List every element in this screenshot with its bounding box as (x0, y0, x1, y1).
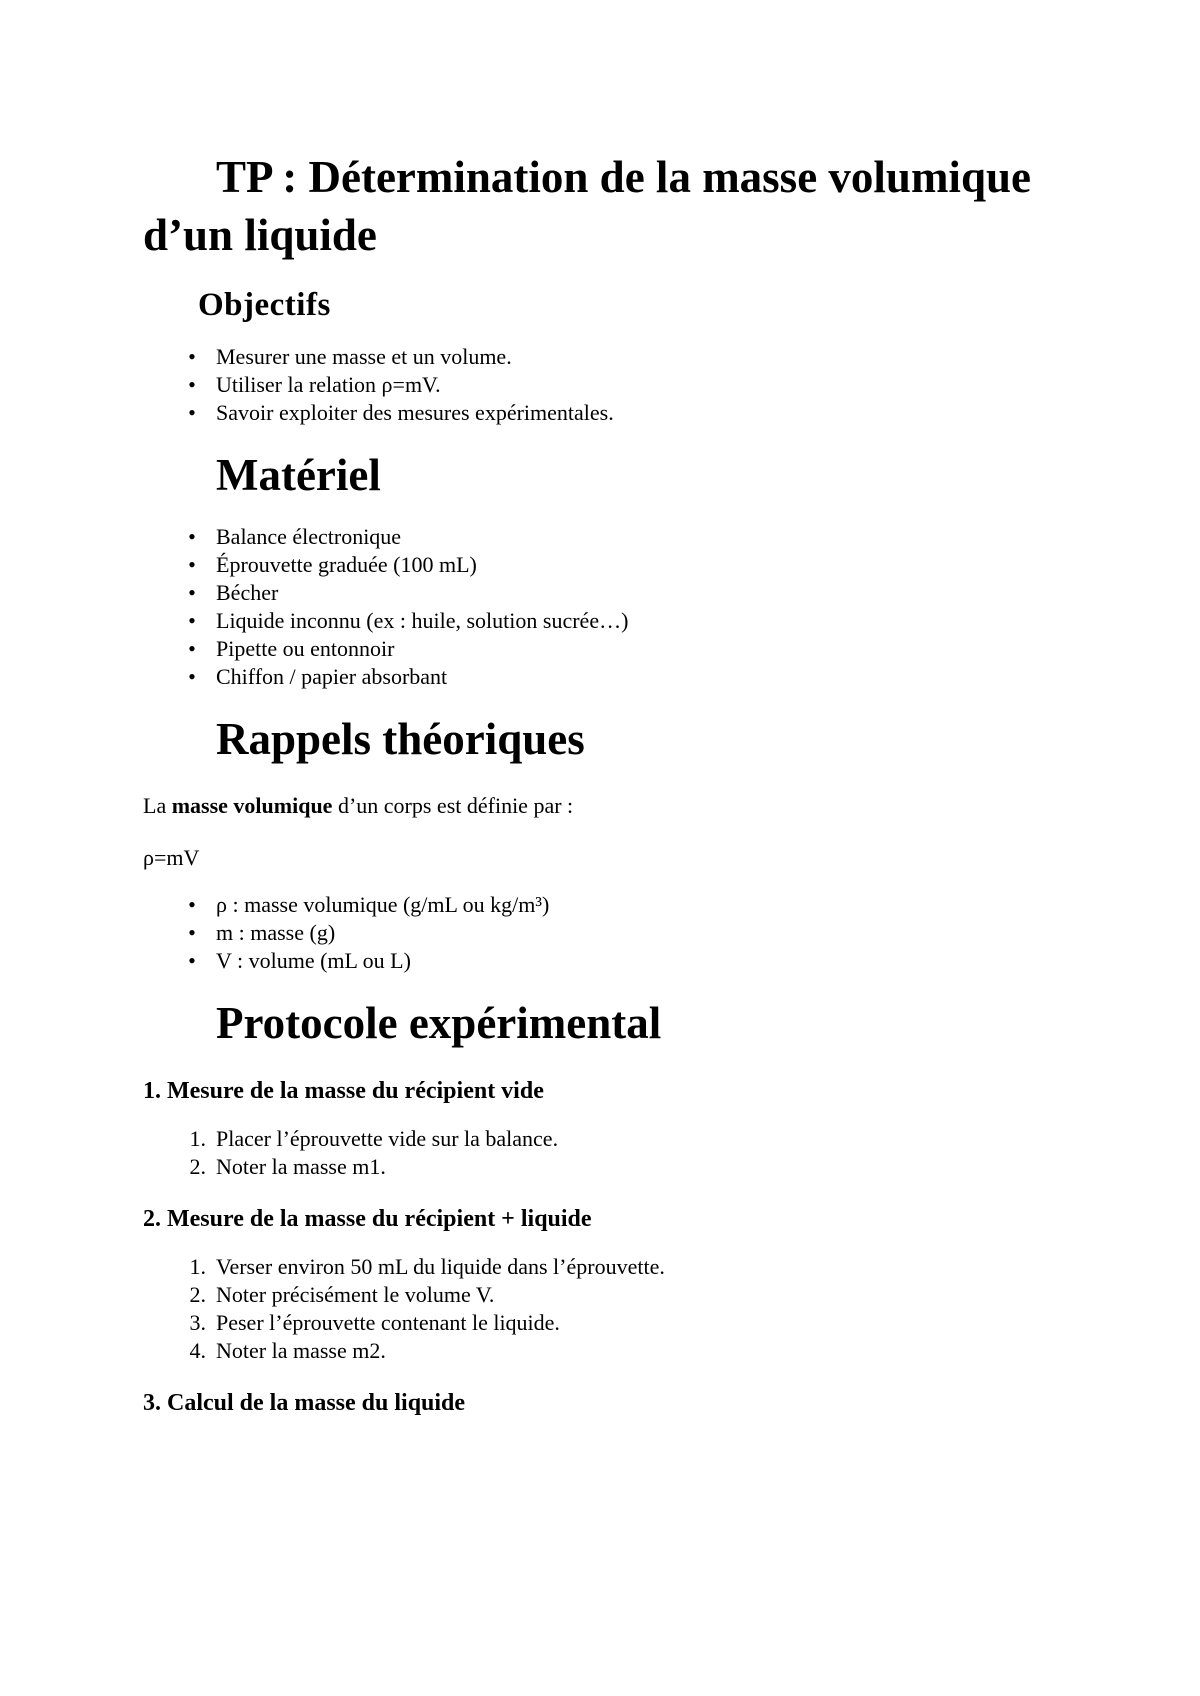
definition-paragraph: La masse volumique d’un corps est définie par : (143, 793, 574, 818)
bold-term: masse volumique (171, 793, 333, 818)
list-item: • Pipette ou entonnoir (216, 635, 1103, 663)
bullet-icon: • (188, 608, 196, 633)
list-item: 2. Noter précisément le volume V. (216, 1281, 1103, 1309)
section-heading-protocole: Protocole expérimental (216, 998, 662, 1048)
list-item: • V : volume (mL ou L) (216, 947, 1103, 975)
list-item: • Liquide inconnu (ex : huile, solution sucrée…) (216, 607, 1103, 635)
objectifs-list (143, 343, 1103, 427)
list-number: 2. (189, 1282, 206, 1307)
list-item: • Utiliser la relation ρ=mV. (216, 371, 1103, 399)
list-item: • Balance électronique (216, 523, 1103, 551)
bullet-icon: • (188, 400, 196, 425)
list-item: • Chiffon / papier absorbant (216, 663, 1103, 691)
list-item: • Mesurer une masse et un volume. (216, 343, 1103, 371)
bullet-icon: • (188, 372, 196, 397)
bullet-icon: • (188, 344, 196, 369)
list-item: 1. Placer l’éprouvette vide sur la balance. (216, 1125, 1103, 1153)
materiel-list (143, 523, 1103, 691)
list-item: • Éprouvette graduée (100 mL) (216, 551, 1103, 579)
step1-list (143, 1125, 1103, 1181)
section-heading-rappels: Rappels théoriques (216, 714, 585, 764)
bullet-icon: • (188, 948, 196, 973)
bullet-icon: • (188, 636, 196, 661)
list-number: 4. (189, 1338, 206, 1363)
bullet-icon: • (188, 664, 196, 689)
bullet-icon: • (188, 580, 196, 605)
list-item: • Bécher (216, 579, 1103, 607)
document-title: TP : Détermination de la masse volumique d’un liquide (143, 152, 1031, 260)
variables-list (143, 891, 1103, 975)
list-item: 4. Noter la masse m2. (216, 1337, 1103, 1365)
step-heading-1: 1. Mesure de la masse du récipient vide (143, 1078, 544, 1104)
document-body (143, 148, 1103, 1419)
bullet-icon: • (188, 920, 196, 945)
list-item: • Savoir exploiter des mesures expérimentales. (216, 399, 1103, 427)
list-item: 2. Noter la masse m1. (216, 1153, 1103, 1181)
list-number: 2. (189, 1154, 206, 1179)
bullet-icon: • (188, 524, 196, 549)
bullet-icon: • (188, 552, 196, 577)
step-heading-2: 2. Mesure de la masse du récipient + liquide (143, 1206, 592, 1232)
step2-list (143, 1253, 1103, 1365)
section-heading-materiel: Matériel (216, 450, 381, 500)
formula: ρ=mV (143, 845, 200, 870)
list-item: 1. Verser environ 50 mL du liquide dans l’éprouvette. (216, 1253, 1103, 1281)
list-item: 3. Peser l’éprouvette contenant le liquide. (216, 1309, 1103, 1337)
list-item: • m : masse (g) (216, 919, 1103, 947)
list-number: 1. (189, 1126, 206, 1151)
list-number: 3. (189, 1310, 206, 1335)
list-number: 1. (189, 1254, 206, 1279)
section-heading-objectifs: Objectifs (198, 287, 331, 323)
bullet-icon: • (188, 892, 196, 917)
step-heading-3: 3. Calcul de la masse du liquide (143, 1390, 466, 1416)
list-item: • ρ : masse volumique (g/mL ou kg/m³) (216, 891, 1103, 919)
